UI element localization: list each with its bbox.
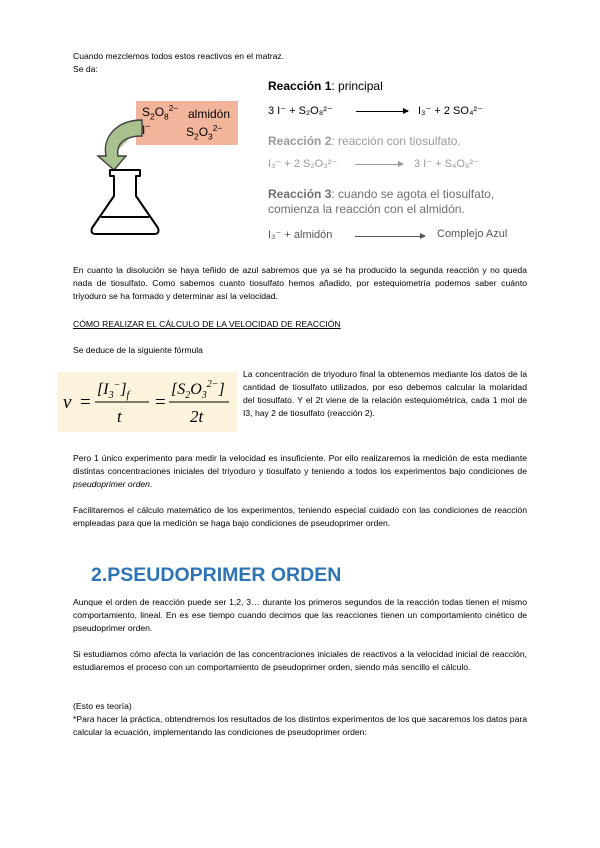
reaction-3-products: Complejo Azul [437,228,508,240]
intro-line-1: Cuando mezclemos todos estos reactivos en el matraz. [73,51,285,61]
formula-eq-1: = [80,392,91,413]
paragraph-reaction-order: Aunque el orden de reacción puede ser 1,2, 3… durante los primeros segundos de la reacción todas tienen el mismo comportamiento, lineal. En es ese tiempo cuando decimos que las reacciones tienen un comportamiento cinético de pseudoprimer orden. [73,597,527,633]
section-title-velocity: CÓMO REALIZAR EL CÁLCULO DE LA VELOCIDAD DE REACCIÓN [73,319,341,329]
reaction-3-arrow-icon [355,236,425,237]
reaction-3-reactants: I₃⁻ + almidón [268,229,333,241]
formula-explanation: La concentración de triyoduro final la obtenemos mediante los datos de la cantidad de tiosulfato utilizados, por eso debemos calcular la molaridad del tiosulfato. Y el 2t viene de la relación estequiométrica, cada 1 mol de I3, hay 2 de tiosulfato (reacción 2). [243,369,527,418]
reaction-2-reactants: I₃⁻ + 2 S₂O₃²⁻ [268,158,338,170]
reaction-1-arrow-icon [356,111,408,112]
theory-label: (Esto es teoría) [73,701,132,711]
reaction-1-title: Reacción 1: principal [268,79,383,93]
flask-icon [92,170,159,234]
reaction-3-title: Reacción 3: cuando se agota el tiosulfato, [268,187,495,201]
paragraph-initial-concentrations: Si estudiamos cómo afecta la variación de las concentraciones iniciales de reactivos a la velocidad inicial de reacción, estudiaremos el proceso con un comportamiento de pseudoprimer orden, siendo más sencillo el cálculo. [73,649,527,672]
rate-formula [57,372,237,432]
reaction-1-reactants: 3 I⁻ + S₂O₈²⁻ [268,105,333,117]
iodide-label: I− [142,121,151,137]
formula-den-2: 2t [190,407,204,426]
intro-line-2: Se da: [73,64,98,74]
starch-label: almidón [188,107,231,121]
paragraph-practice: *Para hacer la práctica, obtendremos los resultados de los distintos experimentos de los que sacaremos los datos para calcular la ecuación, implementando las condiciones de pseudoprimer orden: [73,714,527,737]
thiosulfate-label: $S_2O_3^{2-}$ [186,123,223,142]
pseudo-first-order-em: pseudoprimer orden [73,479,150,489]
reaction-2-arrow-icon [355,164,403,165]
paragraph-blue-color: En cuanto la disolución se haya teñido de azul sabremos que ya se ha producido la segunda reacción y no queda nada de tiosulfato. Como sabemos cuanto tiosulfato hemos añadido, por estequiometría podemos saber cuánto triyoduro se ha formado y determinar así la velocidad. [73,265,527,301]
flask-illustration [80,110,190,240]
paragraph-insufficient: Pero 1 único experimento para medir la velocidad es insuficiente. Por ello realizaremos la medición de esta mediante distintas concentraciones iniciales del triyoduro y tiosulfato y teniendo a todos los experimentos bajo condiciones de pseudoprimer orden. [73,453,527,489]
heading-pseudoprimer-orden: 2.PSEUDOPRIMER ORDEN [91,564,342,586]
paragraph-calculation: Facilitaremos el cálculo matemático de los experimentos, teniendo especial cuidado con las condiciones de reacción empleadas para que la medición se haga bajo condiciones de pseudoprimer orden. [73,505,527,528]
formula-den-1: t [117,407,122,426]
formula-num-2: $[S_2O_3^{2-}]$ [171,379,225,401]
formula-v: v [63,392,72,413]
reaction-2-title: Reacción 2: reacción con tiosulfato. [268,134,461,148]
formula-num-1: $[I_3^-]_f$ [97,380,130,401]
formula-intro: Se deduce de la siguiente fórmula [73,345,203,355]
reaction-1-products: I₃⁻ + 2 SO₄²⁻ [418,105,483,117]
formula-eq-2: = [155,392,166,413]
reaction-2-products: 3 I⁻ + S₄O₆²⁻ [414,158,479,170]
persulfate-label: $S_2O_8^{2-}$ [142,103,179,122]
reaction-3-title-line2: comienza la reacción con el almidón. [268,202,465,216]
